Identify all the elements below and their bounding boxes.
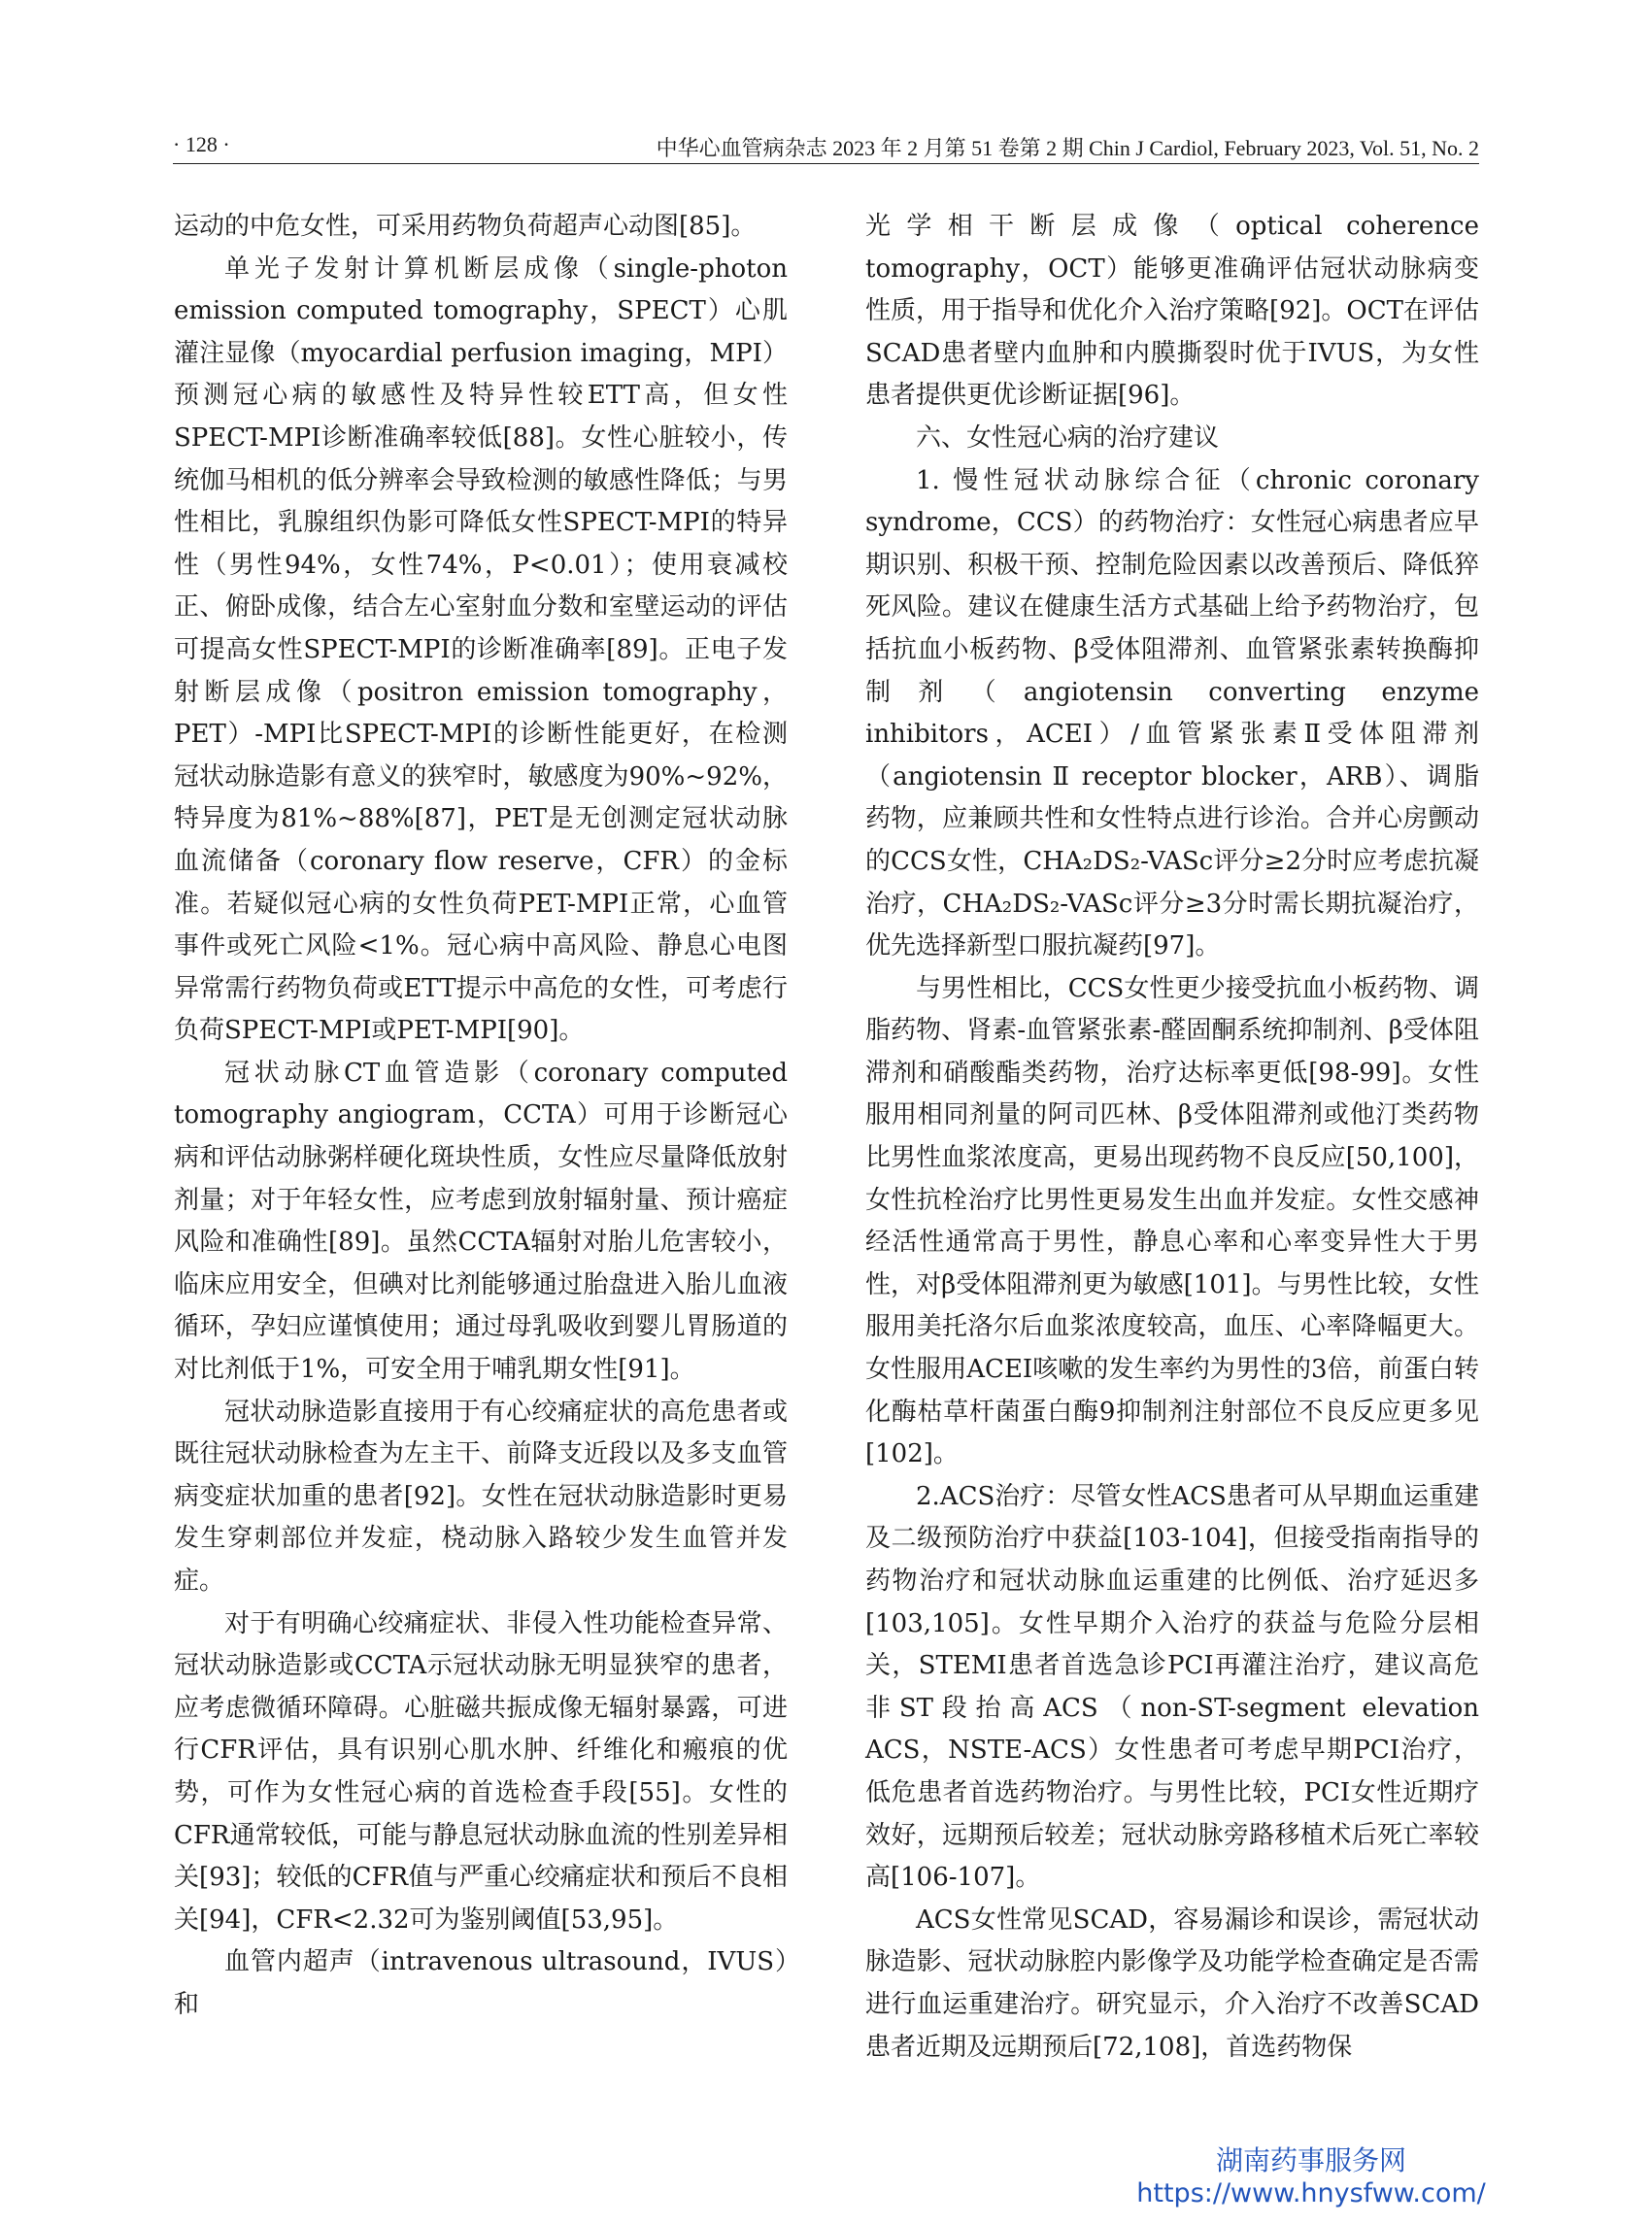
- paragraph: 光学相干断层成像（optical coherence tomography，OCT）能够更准确评估冠状动脉病变性质，用于指导和优化介入治疗策略[92]。OCT在评估SCAD患者壁内血肿和内膜撕裂时优于IVUS，为女性患者提供更优诊断证据[96]。: [865, 212, 1479, 411]
- page-number: · 128 ·: [173, 132, 230, 156]
- paragraph: 血管内超声（intravenous ultrasound，IVUS）和: [174, 1947, 788, 2019]
- left-column: [174, 206, 788, 2027]
- journal-citation: 中华心血管病杂志 2023 年 2 月第 51 卷第 2 期 Chin J Cardiol, February 2023, Vol. 51, No. 2: [656, 136, 1479, 160]
- section-heading: 六、女性冠心病的治疗建议: [916, 422, 1220, 453]
- watermark-url[interactable]: https://www.hnysfww.com/: [1136, 2178, 1486, 2208]
- paragraph: 运动的中危女性，可采用药物负荷超声心动图[85]。: [174, 212, 757, 241]
- paragraph: ACS女性常见SCAD，容易漏诊和误诊，需冠状动脉造影、冠状动脉腔内影像学及功能学检查确定是否需进行血运重建治疗。研究显示，介入治疗不改善SCAD患者近期及远期预后[72,108]，首选药物保: [865, 1905, 1479, 2062]
- paragraph: 单光子发射计算机断层成像（single-photon emission computed tomography，SPECT）心肌灌注显像（myocardial perfusion imaging，MPI）预测冠心病的敏感性及特异性较ETT高，但女性SPECT-MPI诊断准确率较低[88]。女性心脏较小，传统伽马相机的低分辨率会导致检测的敏感性降低；与男性相比，乳腺组织伪影可降低女性SPECT-MPI的特异性（男性94%，女性74%，P<0.01）；使用衰减校正、俯卧成像，结合左心室射血分数和室壁运动的评估可提高女性SPECT-MPI的诊断准确率[89]。正电子发射断层成像（positron emission tomography，PET）-MPI比SPECT-MPI的诊断性能更好，在检测冠状动脉造影有意义的狭窄时，敏感度为90%~92%，特异度为81%~88%[87]，PET是无创测定冠状动脉血流储备（coronary flow reserve，CFR）的金标准。若疑似冠心病的女性负荷PET-MPI正常，心血管事件或死亡风险<1%。冠心病中高风险、静息心电图异常需行药物负荷或ETT提示中高危的女性，可考虑行负荷SPECT-MPI或PET-MPI[90]。: [174, 253, 788, 1046]
- paragraph: 对于有明确心绞痛症状、非侵入性功能检查异常、冠状动脉造影或CCTA示冠状动脉无明显狭窄的患者，应考虑微循环障碍。心脏磁共振成像无辐射暴露，可进行CFR评估，具有识别心肌水肿、纤维化和瘢痕的优势，可作为女性冠心病的首选检查手段[55]。女性的CFR通常较低，可能与静息冠状动脉血流的性别差异相关[93]；较低的CFR值与严重心绞痛症状和预后不良相关[94]，CFR<2.32可为鉴别阈值[53,95]。: [174, 1608, 788, 1935]
- watermark: [1039, 2144, 1583, 2210]
- paragraph: 冠状动脉CT血管造影（coronary computed tomography angiogram，CCTA）可用于诊断冠心病和评估动脉粥样硬化斑块性质，女性应尽量降低放射剂量；对于年轻女性，应考虑到放射辐射量、预计癌症风险和准确性[89]。虽然CCTA辐射对胎儿危害较小，临床应用安全，但碘对比剂能够通过胎盘进入胎儿血液循环，孕妇应谨慎使用；通过母乳吸收到婴儿胃肠道的对比剂低于1%，可安全用于哺乳期女性[91]。: [174, 1058, 788, 1385]
- running-header: [173, 132, 1479, 164]
- paragraph: 2.ACS治疗：尽管女性ACS患者可从早期血运重建及二级预防治疗中获益[103-104]，但接受指南指导的药物治疗和冠状动脉血运重建的比例低、治疗延迟多[103,105]。女性早期介入治疗的获益与危险分层相关，STEMI患者首选急诊PCI再灌注治疗，建议高危非ST段抬高ACS（non-ST-segment elevation ACS，NSTE-ACS）女性患者可考虑早期PCI治疗，低危患者首选药物治疗。与男性比较，PCI女性近期疗效好，远期预后较差；冠状动脉旁路移植术后死亡率较高[106-107]。: [865, 1481, 1479, 1893]
- paragraph: 与男性相比，CCS女性更少接受抗血小板药物、调脂药物、肾素-血管紧张素-醛固酮系统抑制剂、β受体阻滞剂和硝酸酯类药物，治疗达标率更低[98-99]。女性服用相同剂量的阿司匹林、β受体阻滞剂或他汀类药物比男性血浆浓度高，更易出现药物不良反应[50,100]，女性抗栓治疗比男性更易发生出血并发症。女性交感神经活性通常高于男性，静息心率和心率变异性大于男性，对β受体阻滞剂更为敏感[101]。与男性比较，女性服用美托洛尔后血浆浓度较高，血压、心率降幅更大。女性服用ACEI咳嗽的发生率约为男性的3倍，前蛋白转化酶枯草杆菌蛋白酶9抑制剂注射部位不良反应更多见[102]。: [865, 973, 1479, 1469]
- watermark-site-name: 湖南药事服务网: [1215, 2144, 1406, 2176]
- paragraph: 冠状动脉造影直接用于有心绞痛症状的高危患者或既往冠状动脉检查为左主干、前降支近段以及多支血管病变症状加重的患者[92]。女性在冠状动脉造影时更易发生穿刺部位并发症，桡动脉入路较少发生血管并发症。: [174, 1397, 788, 1596]
- paragraph: 1. 慢性冠状动脉综合征（chronic coronary syndrome，CCS）的药物治疗：女性冠心病患者应早期识别、积极干预、控制危险因素以改善预后、降低猝死风险。建议在健康生活方式基础上给予药物治疗，包括抗血小板药物、β受体阻滞剂、血管紧张素转换酶抑制剂（angiotensin converting enzyme inhibitors，ACEI）/血管紧张素Ⅱ受体阻滞剂（angiotensin Ⅱ receptor blocker，ARB）、调脂药物，应兼顾共性和女性特点进行诊治。合并心房颤动的CCS女性，CHA₂DS₂-VASc评分≥2分时应考虑抗凝治疗，CHA₂DS₂-VASc评分≥3分时需长期抗凝治疗，优先选择新型口服抗凝药[97]。: [865, 465, 1479, 961]
- right-column: [865, 206, 1479, 2069]
